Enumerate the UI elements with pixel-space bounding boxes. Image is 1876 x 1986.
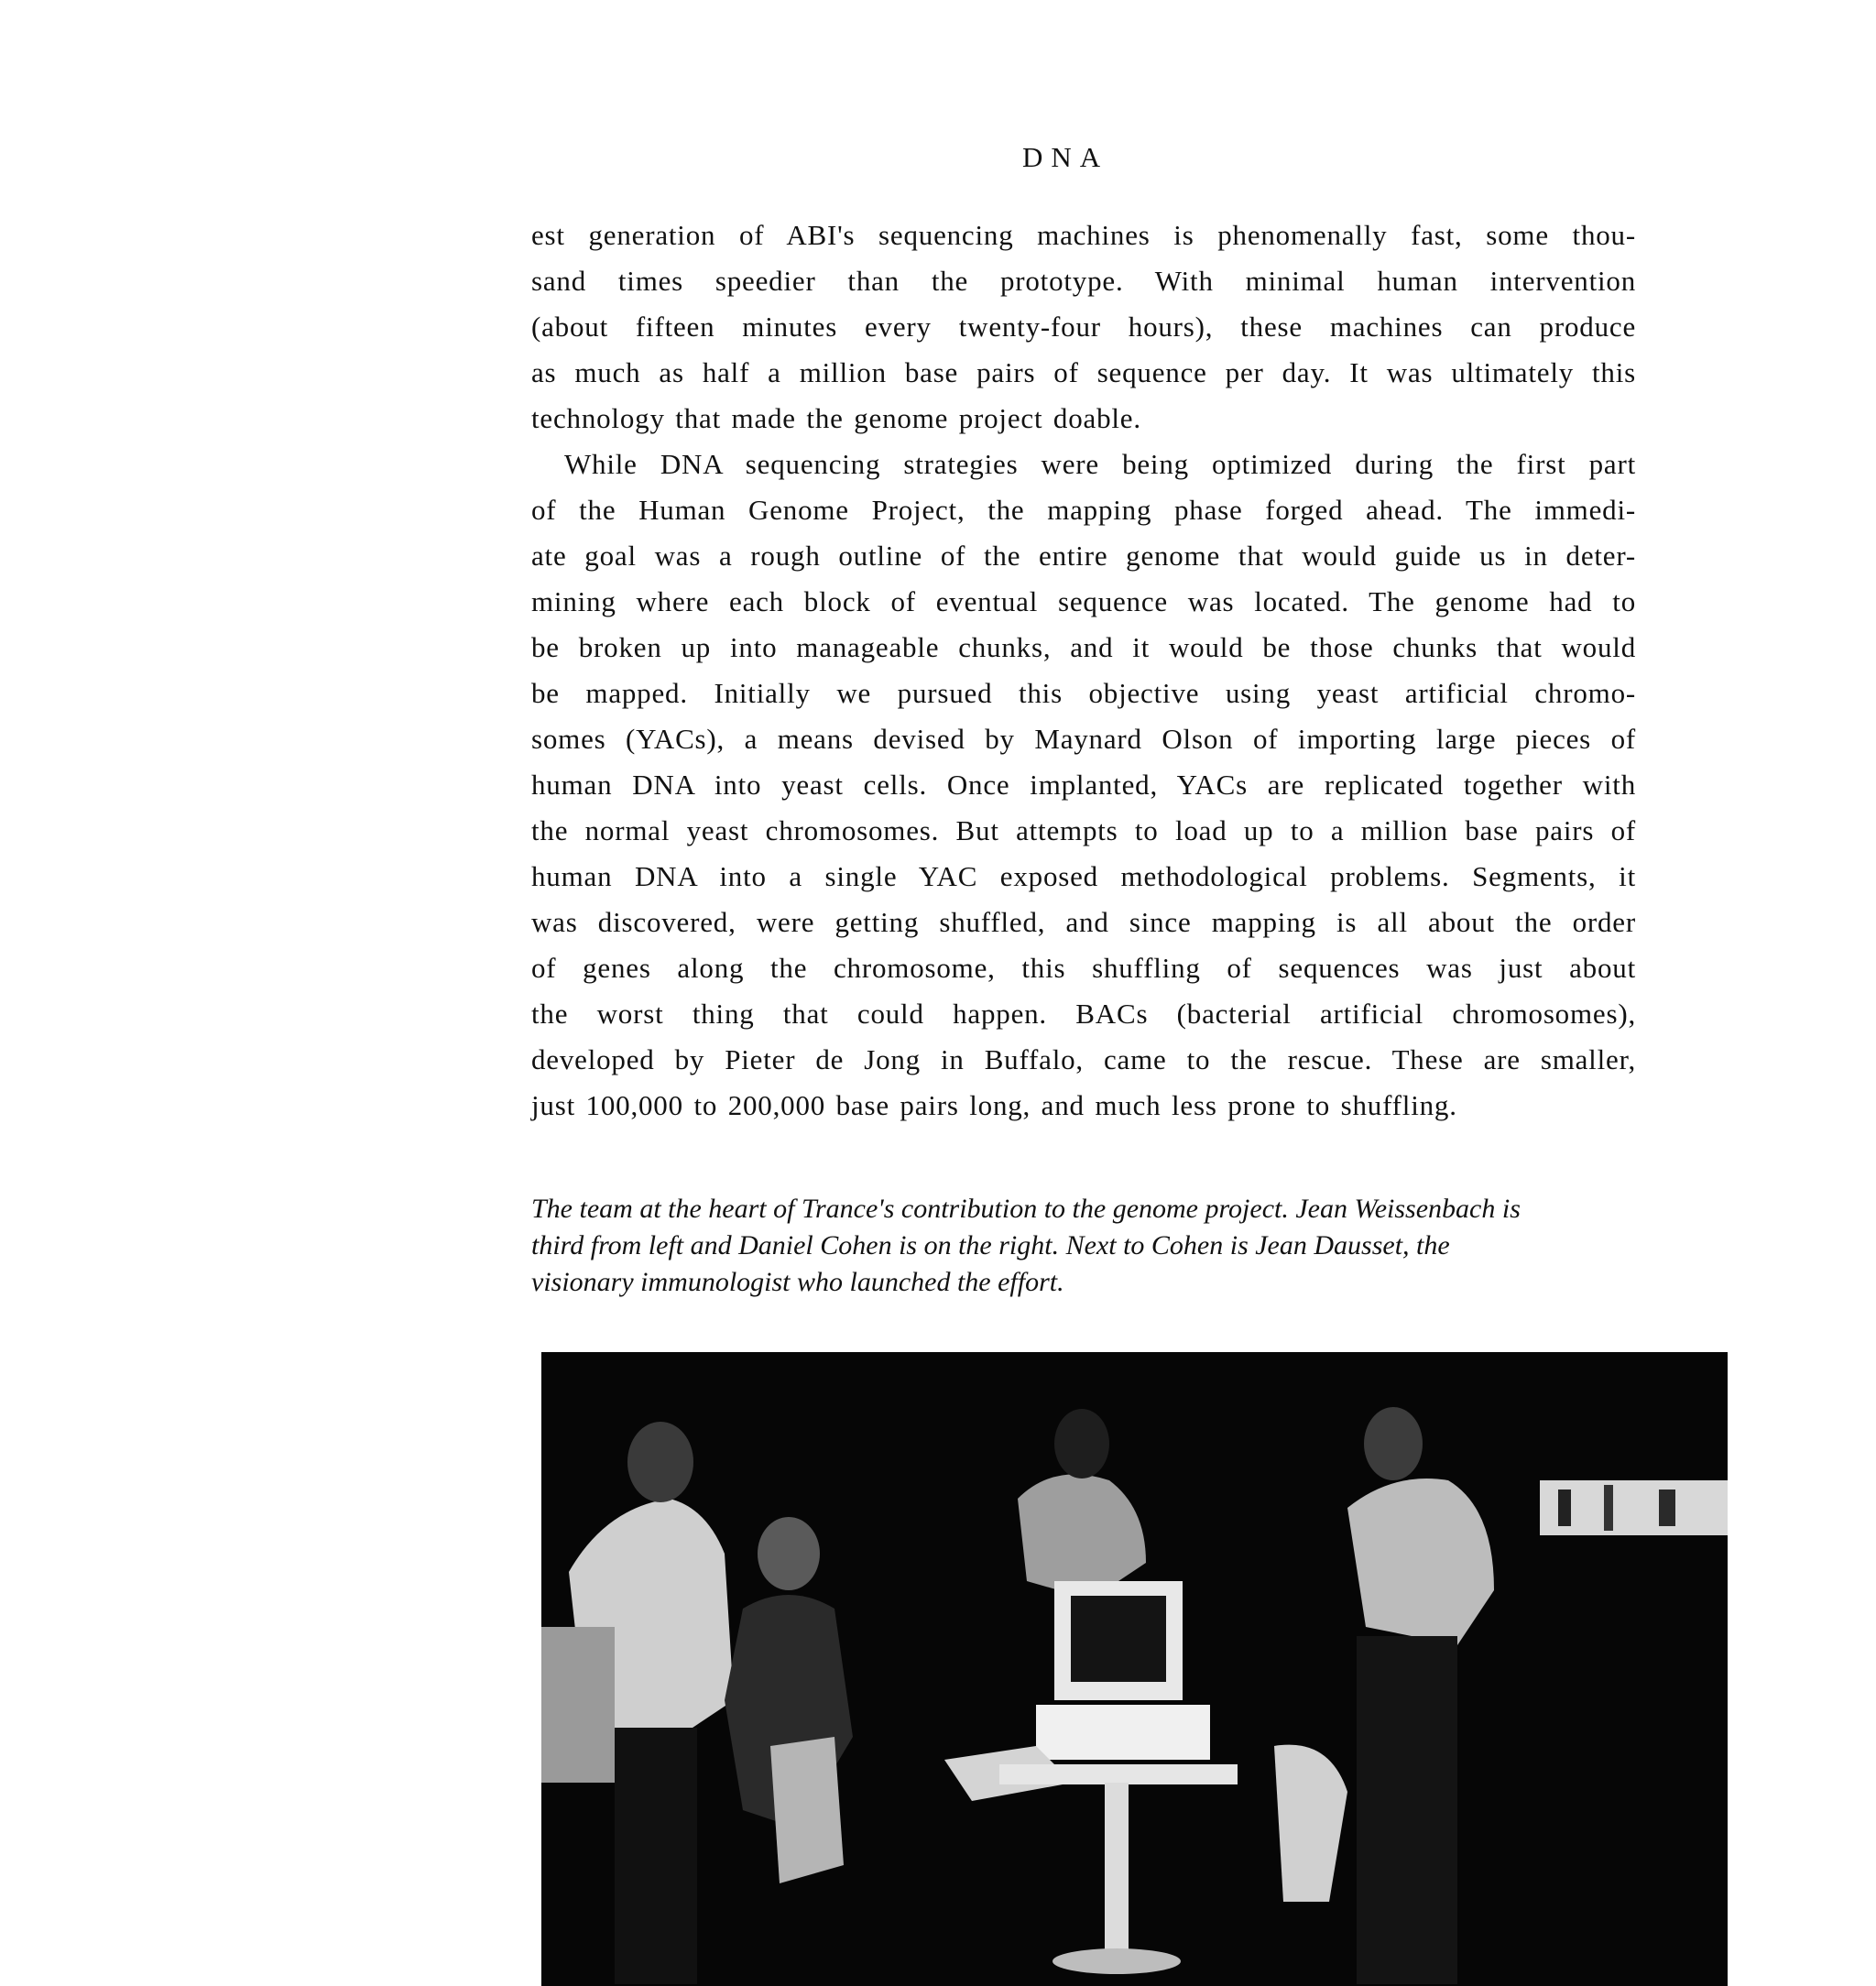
text-line: mining where each block of eventual sequence was located. The genome had to xyxy=(531,585,1636,617)
text-line: (about fifteen minutes every twenty-four hours), these machines can produce xyxy=(531,311,1636,343)
running-head: DNA xyxy=(1022,141,1109,173)
figure-caption xyxy=(531,1191,1649,1301)
caption-line: The team at the heart of Trance's contribution to the genome project. Jean Weissenbach is xyxy=(531,1194,1521,1224)
text-line: be mapped. Initially we pursued this objective using yeast artificial chromo- xyxy=(531,677,1636,709)
team-photo-illustration xyxy=(541,1352,1728,1986)
text-line: be broken up into manageable chunks, and it would be those chunks that would xyxy=(531,631,1636,663)
text-line: as much as half a million base pairs of sequence per day. It was ultimately this xyxy=(531,356,1636,388)
text-line: of the Human Genome Project, the mapping phase forged ahead. The immedi- xyxy=(531,494,1636,526)
text-line: While DNA sequencing strategies were being optimized during the first part xyxy=(564,448,1636,480)
text-line: of genes along the chromosome, this shuffling of sequences was just about xyxy=(531,952,1636,984)
text-line: sand times speedier than the prototype. With minimal human intervention xyxy=(531,265,1636,297)
text-line: somes (YACs), a means devised by Maynard Olson of importing large pieces of xyxy=(531,723,1636,755)
text-line: was discovered, were getting shuffled, and since mapping is all about the order xyxy=(531,906,1636,938)
text-line: the normal yeast chromosomes. But attempts to load up to a million base pairs of xyxy=(531,814,1636,846)
caption-line: visionary immunologist who launched the effort. xyxy=(531,1267,1064,1297)
text-line: ate goal was a rough outline of the entire genome that would guide us in deter- xyxy=(531,540,1636,572)
team-photo xyxy=(541,1352,1728,1986)
text-line: technology that made the genome project doable. xyxy=(531,402,1141,434)
table-top xyxy=(999,1764,1238,1784)
body-text xyxy=(531,213,1636,1129)
caption-line: third from left and Daniel Cohen is on the right. Next to Cohen is Jean Dausset, the xyxy=(531,1230,1450,1260)
desk-left xyxy=(541,1627,615,1783)
computer-base xyxy=(1036,1705,1210,1760)
text-line: developed by Pieter de Jong in Buffalo, came to the rescue. These are smaller, xyxy=(531,1043,1636,1075)
text-line: human DNA into yeast cells. Once implanted, YACs are replicated together with xyxy=(531,769,1636,801)
text-line: est generation of ABI's sequencing machines is phenomenally fast, some thou- xyxy=(531,219,1636,251)
text-line: human DNA into a single YAC exposed methodological problems. Segments, it xyxy=(531,860,1636,892)
text-line: just 100,000 to 200,000 base pairs long, and much less prone to shuffling. xyxy=(531,1089,1457,1121)
person-right xyxy=(1347,1479,1494,1645)
text-line: the worst thing that could happen. BACs (bacterial artificial chromosomes), xyxy=(531,998,1636,1030)
